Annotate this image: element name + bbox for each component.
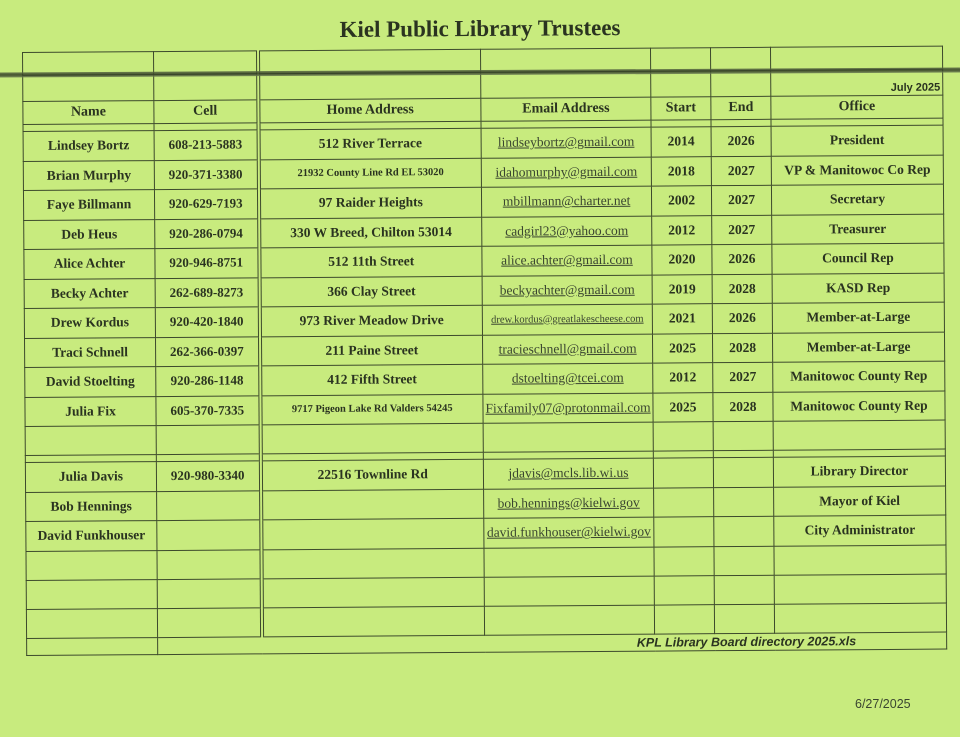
empty-cell xyxy=(774,574,946,604)
start-year-cell: 2021 xyxy=(652,304,712,334)
office-cell: Secretary xyxy=(771,184,943,215)
empty-cell xyxy=(483,422,653,452)
address-cell: 512 11th Street xyxy=(259,246,482,277)
office-cell: KASD Rep xyxy=(772,273,944,304)
name-cell: Traci Schnell xyxy=(24,337,155,367)
phone-cell: 262-366-0397 xyxy=(155,336,259,366)
address-cell: 21932 County Line Rd EL 53020 xyxy=(258,158,481,189)
address-cell: 412 Fifth Street xyxy=(260,364,483,395)
empty-cell xyxy=(26,550,157,580)
email-cell[interactable]: jdavis@mcls.lib.wi.us xyxy=(483,458,653,489)
start-year-cell: 2019 xyxy=(652,274,712,304)
name-cell: Julia Davis xyxy=(25,462,156,492)
phone-cell: 605-370-7335 xyxy=(156,395,260,425)
phone-cell: 608-213-5883 xyxy=(154,130,258,160)
empty-cell xyxy=(773,420,945,450)
name-cell: Deb Heus xyxy=(24,219,155,249)
name-cell: Brian Murphy xyxy=(23,160,154,190)
empty-cell xyxy=(26,608,157,638)
email-cell[interactable]: david.funkhouser@kielwi.gov xyxy=(484,517,654,548)
office-cell: Mayor of Kiel xyxy=(774,486,946,517)
col-header-name: Name xyxy=(23,101,154,125)
start-year-cell: 2002 xyxy=(651,186,711,216)
phone-cell: 920-371-3380 xyxy=(154,159,258,189)
end-year-cell: 2028 xyxy=(712,333,772,363)
address-cell: 9717 Pigeon Lake Rd Valders 54245 xyxy=(260,394,483,425)
name-cell: Drew Kordus xyxy=(24,308,155,338)
email-cell[interactable]: tracieschnell@gmail.com xyxy=(482,334,652,365)
start-year-cell: 2018 xyxy=(651,156,711,186)
empty-cell xyxy=(261,577,484,608)
empty-cell xyxy=(774,603,946,633)
office-cell: Manitowoc County Rep xyxy=(773,361,945,392)
empty-cell xyxy=(156,425,260,455)
name-cell: David Funkhouser xyxy=(26,521,157,551)
empty-cell xyxy=(714,546,774,575)
start-year-cell xyxy=(654,487,714,517)
empty-cell xyxy=(157,549,261,579)
name-cell: Becky Achter xyxy=(24,278,155,308)
office-cell: VP & Manitowoc Co Rep xyxy=(771,155,943,186)
empty-cell xyxy=(714,575,774,604)
empty-cell xyxy=(653,422,713,451)
empty-cell xyxy=(654,575,714,604)
email-cell[interactable]: lindseybortz@gmail.com xyxy=(481,127,651,158)
email-cell[interactable]: dstoelting@tcei.com xyxy=(483,363,653,394)
start-year-cell: 2012 xyxy=(653,363,713,393)
empty-cell xyxy=(714,604,774,633)
header-date: July 2025 xyxy=(771,69,943,96)
address-cell: 22516 Townline Rd xyxy=(260,459,483,490)
print-date: 6/27/2025 xyxy=(855,697,911,711)
end-year-cell: 2027 xyxy=(712,215,772,245)
start-year-cell xyxy=(654,517,714,547)
empty-cell xyxy=(261,548,484,579)
end-year-cell: 2026 xyxy=(711,126,771,156)
phone-cell: 920-286-0794 xyxy=(155,218,259,248)
trustee-table xyxy=(22,46,947,656)
end-year-cell: 2027 xyxy=(713,362,773,392)
start-year-cell: 2025 xyxy=(652,333,712,363)
phone-cell: 920-629-7193 xyxy=(154,189,258,219)
empty-cell xyxy=(26,579,157,609)
office-cell: President xyxy=(771,125,943,156)
col-header-office: Office xyxy=(771,95,943,119)
address-cell: 512 River Terrace xyxy=(258,128,481,159)
end-year-cell: 2028 xyxy=(712,274,772,304)
office-cell: Manitowoc County Rep xyxy=(773,391,945,422)
address-cell xyxy=(261,518,484,549)
office-cell: Member-at-Large xyxy=(772,302,944,333)
end-year-cell xyxy=(713,457,773,487)
phone-cell: 920-286-1148 xyxy=(156,366,260,396)
end-year-cell: 2027 xyxy=(711,185,771,215)
end-year-cell xyxy=(714,516,774,546)
name-cell: Julia Fix xyxy=(25,396,156,426)
phone-cell: 262-689-8273 xyxy=(155,277,259,307)
name-cell: Bob Hennings xyxy=(26,491,157,521)
email-cell[interactable]: cadgirl23@yahoo.com xyxy=(482,216,652,247)
empty-cell xyxy=(260,423,483,454)
name-cell: Faye Billmann xyxy=(23,190,154,220)
empty-cell xyxy=(654,604,714,633)
empty-cell xyxy=(774,545,946,575)
empty-cell xyxy=(157,607,261,637)
address-cell: 97 Raider Heights xyxy=(258,187,481,218)
address-cell: 211 Paine Street xyxy=(259,335,482,366)
end-year-cell: 2026 xyxy=(712,303,772,333)
col-header-end: End xyxy=(711,96,771,119)
name-cell: Lindsey Bortz xyxy=(23,131,154,161)
address-cell xyxy=(261,489,484,520)
email-cell[interactable]: alice.achter@gmail.com xyxy=(482,245,652,276)
phone-cell xyxy=(157,520,261,550)
trustee-table-sheet xyxy=(22,46,946,656)
start-year-cell xyxy=(653,458,713,488)
address-cell: 330 W Breed, Chilton 53014 xyxy=(259,217,482,248)
phone-cell: 920-980-3340 xyxy=(156,461,260,491)
email-cell[interactable]: idahomurphy@gmail.com xyxy=(481,157,651,188)
address-cell: 366 Clay Street xyxy=(259,276,482,307)
empty-cell xyxy=(261,606,484,637)
col-header-address: Home Address xyxy=(258,98,481,123)
empty-cell xyxy=(654,546,714,575)
email-cell[interactable]: mbillmann@charter.net xyxy=(481,186,651,217)
start-year-cell: 2020 xyxy=(652,245,712,275)
office-cell: City Administrator xyxy=(774,515,946,546)
empty-cell xyxy=(484,605,654,635)
name-cell: Alice Achter xyxy=(24,249,155,279)
email-cell[interactable]: drew.kordus@greatlakescheese.com xyxy=(482,304,652,335)
office-cell: Council Rep xyxy=(772,243,944,274)
empty-cell xyxy=(484,576,654,606)
col-header-email: Email Address xyxy=(481,97,651,121)
name-cell: David Stoelting xyxy=(25,367,156,397)
start-year-cell: 2025 xyxy=(653,392,713,422)
address-cell: 973 River Meadow Drive xyxy=(259,305,482,336)
empty-cell xyxy=(25,426,156,456)
office-cell: Library Director xyxy=(773,456,945,487)
document-title: Kiel Public Library Trustees xyxy=(339,15,621,42)
email-cell[interactable]: bob.hennings@kielwi.gov xyxy=(484,488,654,519)
office-cell: Member-at-Large xyxy=(772,332,944,363)
end-year-cell: 2028 xyxy=(713,392,773,422)
col-header-start: Start xyxy=(651,97,711,120)
empty-cell xyxy=(484,547,654,577)
empty-cell xyxy=(27,637,158,655)
end-year-cell: 2026 xyxy=(712,244,772,274)
footer-filename: KPL Library Board directory 2025.xls xyxy=(158,632,947,655)
empty-cell xyxy=(713,421,773,450)
phone-cell xyxy=(157,490,261,520)
end-year-cell xyxy=(714,487,774,517)
start-year-cell: 2014 xyxy=(651,127,711,157)
end-year-cell: 2027 xyxy=(711,156,771,186)
office-cell: Treasurer xyxy=(772,214,944,245)
phone-cell: 920-420-1840 xyxy=(155,307,259,337)
email-cell[interactable]: beckyachter@gmail.com xyxy=(482,275,652,306)
start-year-cell: 2012 xyxy=(652,215,712,245)
empty-cell xyxy=(157,578,261,608)
col-header-cell: Cell xyxy=(154,100,258,124)
phone-cell: 920-946-8751 xyxy=(155,248,259,278)
email-cell[interactable]: Fixfamily07@protonmail.com xyxy=(483,393,653,424)
